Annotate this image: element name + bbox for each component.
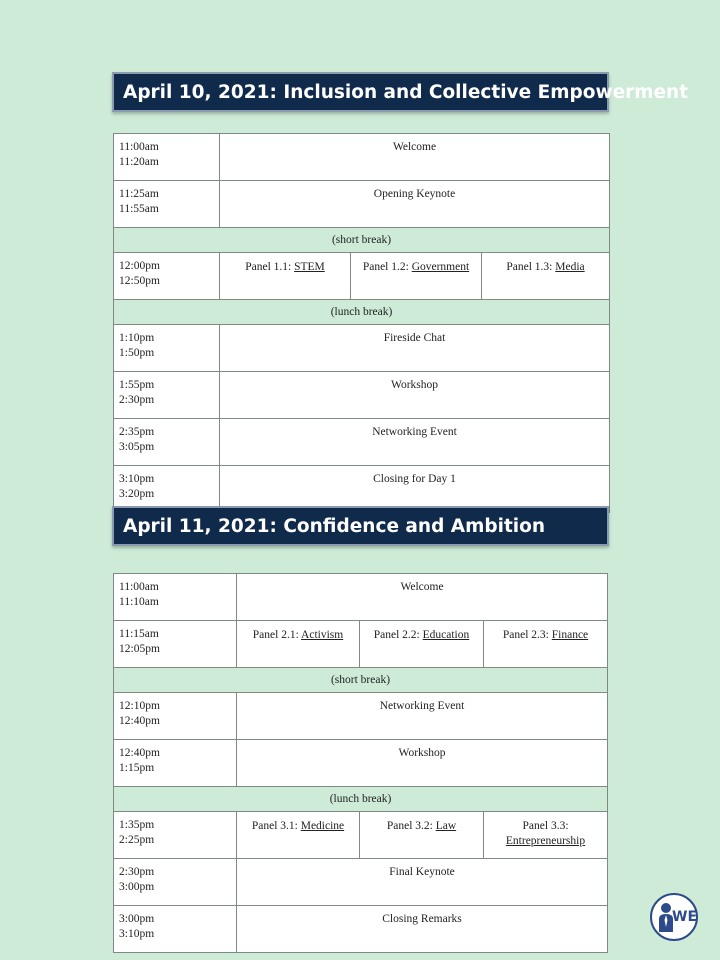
end-time: 12:05pm [119, 643, 160, 655]
end-time: 2:25pm [119, 834, 155, 846]
panel-cell [351, 253, 482, 300]
end-time: 3:00pm [119, 881, 155, 893]
panel-topic-link[interactable]: Government [411, 261, 470, 273]
panel-cell [482, 253, 610, 300]
schedule-row [114, 419, 610, 466]
time-cell [114, 253, 220, 300]
day1-title: April 10, 2021: Inclusion and Collective Empowerment [123, 81, 689, 103]
end-time: 1:15pm [119, 762, 155, 774]
event-title: Networking Event [220, 419, 610, 466]
start-time: 12:10pm [119, 700, 160, 712]
day2-schedule-table [113, 573, 608, 953]
start-time: 11:00am [119, 141, 159, 153]
event-title: Closing for Day 1 [220, 466, 610, 513]
event-title: Closing Remarks [237, 906, 608, 953]
logo-text: WE [672, 909, 698, 925]
time-cell [114, 621, 237, 668]
time-cell [114, 134, 220, 181]
break-label: (short break) [114, 228, 610, 253]
panel-number: Panel 3.3: [522, 820, 569, 832]
time-cell [114, 740, 237, 787]
day2-title: April 11, 2021: Confidence and Ambition [123, 515, 546, 537]
start-time: 11:00am [119, 581, 159, 593]
end-time: 11:10am [119, 596, 159, 608]
break-row [114, 787, 608, 812]
start-time: 12:40pm [119, 747, 160, 759]
panel-cell [220, 253, 351, 300]
schedule-row [114, 325, 610, 372]
schedule-row [114, 134, 610, 181]
event-title: Final Keynote [237, 859, 608, 906]
end-time: 11:20am [119, 156, 159, 168]
time-cell [114, 419, 220, 466]
panel-number: Panel 1.1: [245, 261, 295, 273]
schedule-row [114, 621, 608, 668]
panel-number: Panel 1.2: [362, 261, 412, 273]
start-time: 3:00pm [119, 913, 155, 925]
start-time: 1:55pm [119, 379, 155, 391]
panel-topic-link[interactable]: Education [422, 629, 470, 641]
panel-topic-link[interactable]: Media [555, 261, 585, 273]
event-title: Welcome [220, 134, 610, 181]
panel-cell [484, 812, 608, 859]
panel-number: Panel 1.3: [506, 261, 556, 273]
panel-number: Panel 2.3: [502, 629, 552, 641]
time-cell [114, 859, 237, 906]
schedule-row [114, 740, 608, 787]
event-title: Fireside Chat [220, 325, 610, 372]
panel-topic-link[interactable]: Finance [551, 629, 589, 641]
break-label: (lunch break) [114, 300, 610, 325]
event-title: Workshop [237, 740, 608, 787]
schedule-row [114, 859, 608, 906]
event-title: Networking Event [237, 693, 608, 740]
time-cell [114, 693, 237, 740]
end-time: 12:40pm [119, 715, 160, 727]
panel-topic-link[interactable]: Entrepreneurship [505, 835, 586, 847]
panel-number: Panel 2.1: [252, 629, 302, 641]
panel-number: Panel 3.2: [386, 820, 436, 832]
panel-topic-link[interactable]: Law [435, 820, 457, 832]
end-time: 3:20pm [119, 488, 155, 500]
time-cell [114, 181, 220, 228]
panel-cell [360, 621, 484, 668]
break-row [114, 228, 610, 253]
panel-number: Panel 2.2: [373, 629, 423, 641]
schedule-row [114, 574, 608, 621]
panel-number: Panel 3.1: [251, 820, 301, 832]
break-label: (short break) [114, 668, 608, 693]
start-time: 2:30pm [119, 866, 155, 878]
schedule-row [114, 812, 608, 859]
panel-topic-link[interactable]: STEM [294, 261, 325, 273]
start-time: 1:10pm [119, 332, 155, 344]
start-time: 2:35pm [119, 426, 155, 438]
schedule-row [114, 181, 610, 228]
start-time: 1:35pm [119, 819, 155, 831]
day2-header [112, 506, 609, 546]
break-row [114, 668, 608, 693]
event-title: Opening Keynote [220, 181, 610, 228]
panel-cell [237, 812, 360, 859]
event-title: Welcome [237, 574, 608, 621]
day1-schedule-table [113, 133, 610, 513]
break-label: (lunch break) [114, 787, 608, 812]
end-time: 3:05pm [119, 441, 155, 453]
break-row [114, 300, 610, 325]
schedule-row [114, 906, 608, 953]
start-time: 12:00pm [119, 260, 160, 272]
end-time: 1:50pm [119, 347, 155, 359]
time-cell [114, 372, 220, 419]
time-cell [114, 812, 237, 859]
time-cell [114, 906, 237, 953]
end-time: 11:55am [119, 203, 159, 215]
end-time: 12:50pm [119, 275, 160, 287]
schedule-row [114, 372, 610, 419]
schedule-row [114, 253, 610, 300]
panel-topic-link[interactable]: Activism [301, 629, 344, 641]
event-title: Workshop [220, 372, 610, 419]
panel-topic-link[interactable]: Medicine [300, 820, 345, 832]
time-cell [114, 574, 237, 621]
end-time: 3:10pm [119, 928, 155, 940]
time-cell [114, 325, 220, 372]
we-logo [650, 893, 698, 941]
start-time: 3:10pm [119, 473, 155, 485]
start-time: 11:15am [119, 628, 159, 640]
schedule-row [114, 693, 608, 740]
panel-cell [360, 812, 484, 859]
panel-cell [484, 621, 608, 668]
day1-header [112, 72, 689, 112]
start-time: 11:25am [119, 188, 159, 200]
panel-cell [237, 621, 360, 668]
end-time: 2:30pm [119, 394, 155, 406]
